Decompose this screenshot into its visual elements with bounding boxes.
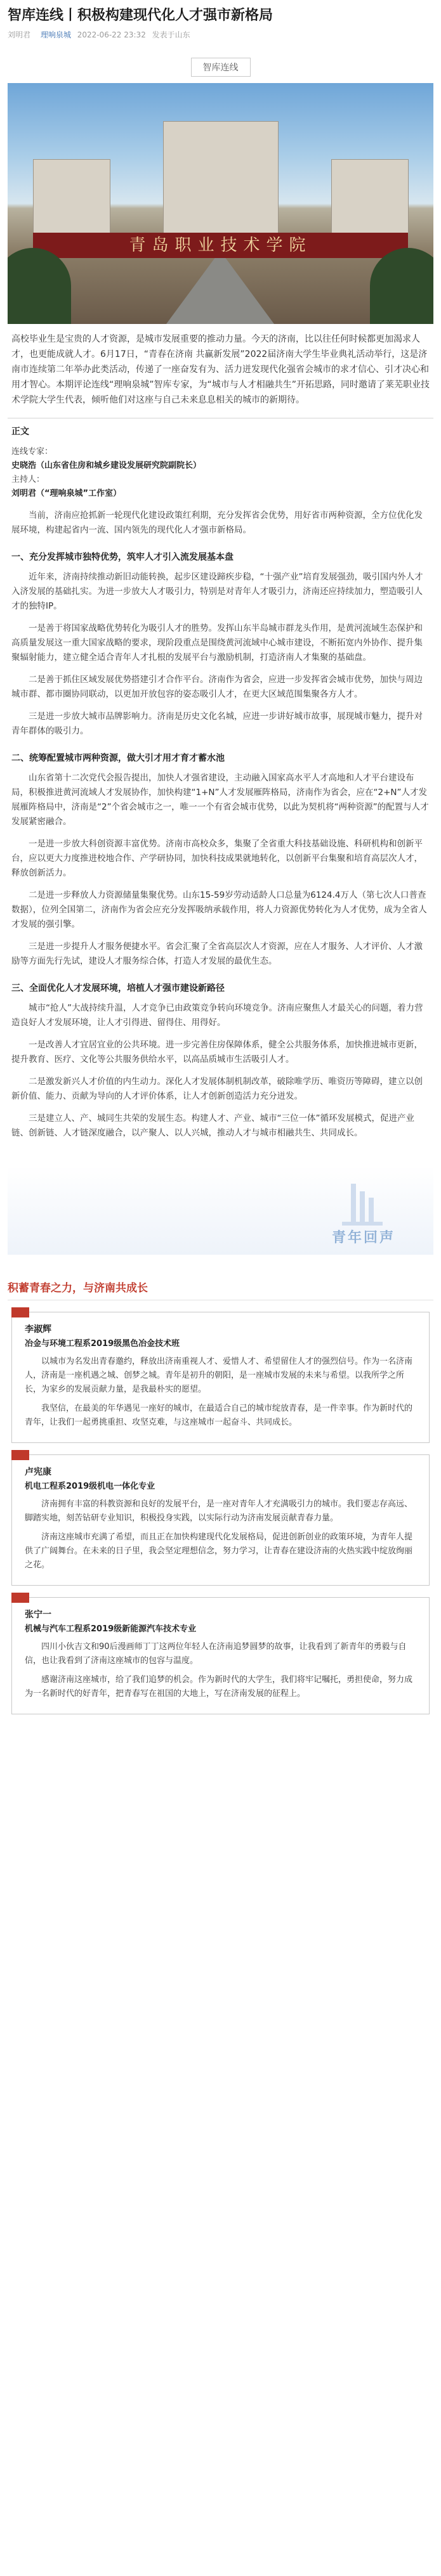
student-paragraph: 济南这座城市充满了希望，而且正在加快构建现代化发展格局，促进创新创业的政策环境，为青年人提供了广阔舞台。在未来的日子里，我会坚定理想信念，努力学习，让青春在建设济南的火热实践中绽放绚丽之花。 xyxy=(25,1532,413,1570)
body-paragraph: 一是进一步放大科创资源丰富优势。济南市高校众多，集聚了全省重大科技基础设施、科研机构和创新平台，应以更大力度推进校地合作、产学研协同，加快科技成果就地转化，以创新平台集聚和培育高层次人才，释放创新活力。 xyxy=(11,839,423,878)
student-card-2 xyxy=(11,1454,430,1586)
student-card-1 xyxy=(11,1312,430,1443)
student-paragraph: 四川小伙吉文和90后漫画师丁丁这两位年轻人在济南追梦圆梦的故事，让我看到了新青年的勇毅与自信，也让我看到了济南这座城市的包容与温度。 xyxy=(25,1642,407,1666)
hero-road xyxy=(166,258,274,324)
article-body xyxy=(0,501,441,1141)
student-name: 李淑辉 xyxy=(25,1324,51,1335)
quote-mark-icon xyxy=(11,1307,29,1317)
student-major: 机电工程系2019级机电一体化专业 xyxy=(25,1482,155,1491)
student-major: 机械与汽车工程系2019级新能源汽车技术专业 xyxy=(25,1624,197,1634)
intro xyxy=(0,324,441,408)
main-heading: 正文 xyxy=(11,427,29,437)
section-title: 积蓄青春之力，与济南共成长 xyxy=(8,1274,433,1300)
body-paragraph: 二是激发新兴人才价值的内生动力。深化人才发展体制机制改革，破除唯学历、唯资历等障碍，建立以创新价值、能力、贡献为导向的人才评价体系，让人才创新创造活力充分迸发。 xyxy=(11,1077,423,1101)
body-paragraph: 当前，济南应抢抓新一轮现代化建设政策红利期，充分发挥省会优势，用好省市两种资源，全方位优化发展环境，构建起省内一流、国内领先的现代化人才强市新格局。 xyxy=(11,510,423,535)
hero-tree-left xyxy=(8,248,71,324)
article-source-link[interactable]: 理响泉城 xyxy=(40,30,71,39)
student-name: 卢宪康 xyxy=(25,1467,51,1477)
body-paragraph: 三是建立人、产、城同生共荣的发展生态。构建人才、产业、城市“三位一体”循环发展模式，促进产业链、创新链、人才链深度融合，以产聚人、以人兴城，推动人才与城市相融共生、共同成长。 xyxy=(11,1113,414,1138)
intro-paragraph: 高校毕业生是宝贵的人才资源，是城市发展重要的推动力量。今天的济南，比以往任何时候都更加渴求人才，也更能成就人才。6月17日，“青春在济南 共赢新发展”2022届济南大学生毕业典礼活动举行，这是济南市连续第二年举办此类活动，传递了一座奋发有为、活力迸发现代化强省会城市的求才信心、引才决心和用才智心。本期评论连线“理响泉城”智库专家，为“城市与人才相融共生”开拓思路，同时邀请了莱芜职业技术学院大学生代表，倾听他们对这座与自己未来息息相关的城市的新期待。 xyxy=(11,334,430,405)
guests xyxy=(0,445,441,501)
hero-building-left xyxy=(33,159,110,234)
student-paragraph: 我坚信，在最美的年华遇见一座好的城市，在最适合自己的城市绽放青春，是一件幸事。作为新时代的青年，让我们一起勇挑重担、攻坚克难，与这座城市一起奋斗、共同成长。 xyxy=(25,1404,413,1427)
article-title: 智库连线丨积极构建现代化人才强市新格局 xyxy=(8,8,273,23)
body-paragraph: 三是进一步放大城市品牌影响力。济南是历史文化名城，应进一步讲好城市故事，展现城市魅力，提升对青年群体的吸引力。 xyxy=(11,711,423,736)
qingnian-text: 青年回声 xyxy=(331,1230,395,1246)
article-date: 2022-06-22 23:32 xyxy=(77,30,146,39)
tag-wrap xyxy=(0,58,441,77)
body-paragraph: 山东省第十二次党代会报告提出，加快人才强省建设，主动融入国家高水平人才高地和人才平台建设布局，积极推进黄河流域人才发展协作，加快构建“1+N”人才发展雁阵格局，济南作为省会，应在“2+N”人才发展雁阵格局中，济南是“2”个省会城市之一，唯一一个有省会城市优势，以此为契机将“两种资源”的配置与人才发展紧密融合。 xyxy=(11,773,429,827)
student-paragraph: 济南拥有丰富的科教资源和良好的发展平台，是一座对青年人才充满吸引力的城市。我们要志存高远、脚踏实地，刻苦钻研专业知识，积极投身实践，以实际行动为济南发展贡献青春力量。 xyxy=(25,1499,413,1523)
host-label: 主持人： xyxy=(11,475,45,484)
student-name: 张宁一 xyxy=(25,1610,51,1620)
host-name: 刘明君（“理响泉城”工作室） xyxy=(11,489,122,498)
hero-tree-right xyxy=(370,248,433,324)
student-card-3 xyxy=(11,1597,430,1714)
quote-mark-icon xyxy=(11,1450,29,1460)
section-heading-3: 三、全面优化人才发展环境，培植人才强市建设新路径 xyxy=(11,983,225,994)
body-paragraph: 一是改善人才宜居宜业的公共环境。进一步完善住房保障体系，健全公共服务体系，加快推进城市更新，提升教育、医疗、文化等公共服务供给水平，以高品质城市生活吸引人才。 xyxy=(11,1040,423,1065)
hero-building-center xyxy=(163,121,279,234)
hero-sign: 青岛职业技术学院 xyxy=(33,233,408,258)
article-meta xyxy=(0,25,441,46)
body-paragraph: 三是进一步提升人才服务便捷水平。省会汇聚了全省高层次人才资源，应在人才服务、人才评价、人才激励等方面先行先试，建设人才服务综合体，打造人才发展的最优生态。 xyxy=(11,942,423,966)
column-tag: 智库连线 xyxy=(191,58,251,77)
body-paragraph: 二是善于抓住区域发展优势搭建引才合作平台。济南作为省会，应进一步发挥省会城市优势，加快与周边城市群、都市圈协同联动，以更加开放包容的姿态吸引人才，在更大区域范围集聚各方人才。 xyxy=(11,675,423,699)
article-author: 刘明君 xyxy=(8,30,31,39)
section-heading-2: 二、统筹配置城市两种资源，做大引才用才育才蓄水池 xyxy=(11,753,225,763)
student-paragraph: 以城市为名发出青春邀约，释放出济南重视人才、爱惜人才、希望留住人才的强烈信号。作为一名济南人，济南是一座机遇之城、创梦之城。青年是初升的朝阳，是一座城市发展的未来与希望。以我所学之所长，为家乡的发展贡献力量，是我最朴实的愿望。 xyxy=(25,1357,413,1394)
student-paragraph: 感谢济南这座城市，给了我们追梦的机会。作为新时代的大学生，我们将牢记嘱托，勇担使命，努力成为一名新时代的好青年，把青春写在祖国的大地上，写在济南发展的征程上。 xyxy=(25,1675,413,1699)
section-heading-1: 一、充分发挥城市独特优势，筑牢人才引入流发展基本盘 xyxy=(11,552,234,562)
guest-label: 连线专家： xyxy=(11,447,53,456)
student-major: 冶金与环境工程系2019级黑色冶金技术班 xyxy=(25,1339,180,1349)
body-paragraph: 近年来，济南持续推动新旧动能转换，起步区建设蹄疾步稳，“十强产业”培育发展强劲，吸引国内外人才入济发展的基础扎实。为进一步放大人才吸引力，特别是对青年人才吸引力，济南还应持续加力，塑造吸引人才的独特IP。 xyxy=(11,572,423,611)
hero-building-right xyxy=(331,159,409,234)
quote-mark-icon xyxy=(11,1593,29,1603)
body-paragraph: 一是善于将国家战略优势转化为吸引人才的胜势。发挥山东半岛城市群龙头作用，是黄河流域生态保护和高质量发展这一重大国家战略的要求，现阶段重点是围绕黄河流域中心城市建设，不断拓宽内外协作、提升集聚辐射能力，建立健全适合青年人才扎根的发展平台与激励机制，打造济南人才集聚的基础盘。 xyxy=(11,623,423,663)
qingnian-banner xyxy=(8,1166,433,1255)
guest-name: 史晓浩（山东省住房和城乡建设发展研究院副院长） xyxy=(11,461,202,470)
body-paragraph: 二是进一步释放人力资源储量集聚优势。山东15-59岁劳动适龄人口总量为6124.4万人（第七次人口普查数据），位列全国第二，济南作为省会应充分发挥吸纳承载作用，将人力资源优势转化为人才优势，成为全省人才发展的强引擎。 xyxy=(11,890,427,929)
body-paragraph: 城市“抢人”大战持续升温，人才竞争已由政策竞争转向环境竞争。济南应聚焦人才最关心的问题，着力营造良好人才发展环境，让人才引得进、留得住、用得好。 xyxy=(11,1003,423,1028)
hero-image xyxy=(8,83,433,324)
article-location: 发表于山东 xyxy=(152,30,190,39)
